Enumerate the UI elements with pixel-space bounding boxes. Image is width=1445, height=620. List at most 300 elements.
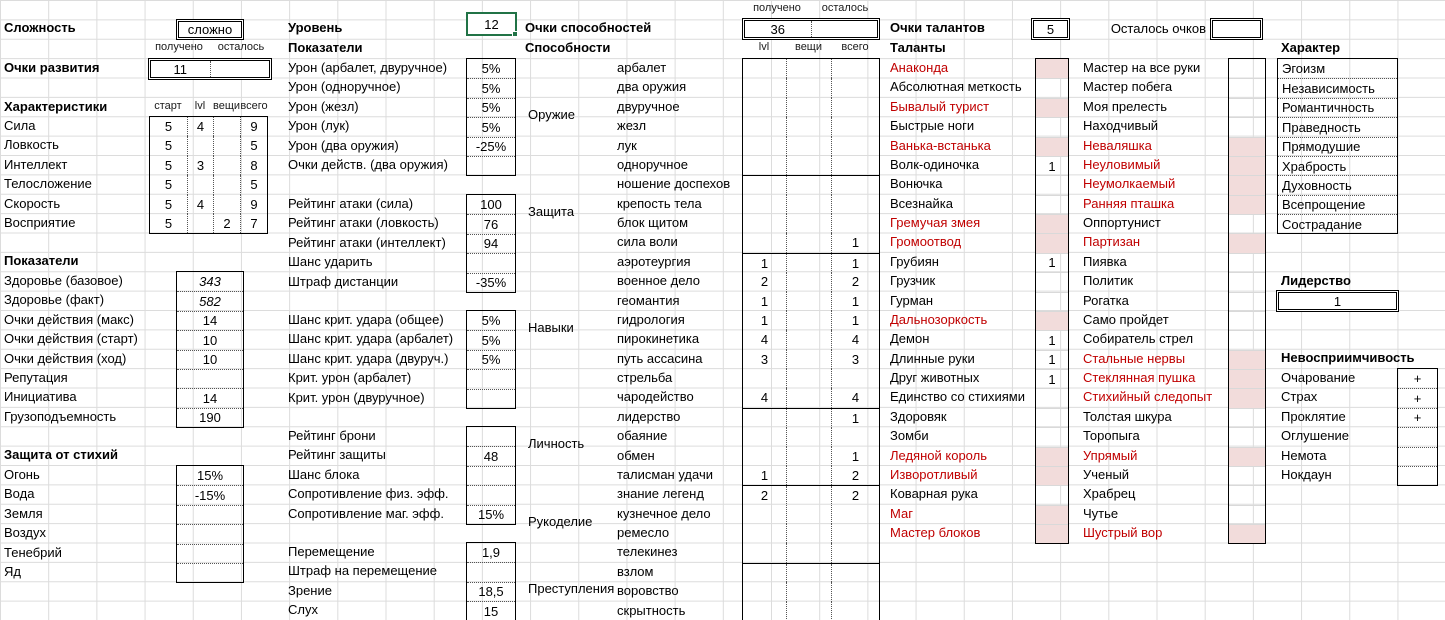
derived-stat-value-cell[interactable]: 5%	[467, 98, 515, 117]
ability-total-cell[interactable]: 1	[831, 292, 879, 311]
ability-total-cell[interactable]	[831, 117, 879, 136]
derived-stat-value-cell[interactable]: 18,5	[467, 582, 515, 601]
talent-value-cell[interactable]	[1036, 233, 1068, 252]
talent-value-cell[interactable]	[1229, 427, 1265, 446]
ability-lvl-cell[interactable]	[743, 176, 786, 194]
stat-value-cell[interactable]	[177, 369, 243, 388]
character-trait-cell[interactable]: Романтичность	[1278, 98, 1397, 117]
ability-items-cell[interactable]	[786, 466, 831, 485]
derived-stat-value-cell[interactable]: 15%	[467, 505, 515, 524]
ability-items-cell[interactable]	[786, 176, 831, 194]
ability-items-cell[interactable]	[786, 564, 831, 582]
ability-items-cell[interactable]	[786, 78, 831, 97]
ability-group-skills: Навыки	[528, 320, 574, 335]
derived-stat-value-cell[interactable]: 15	[467, 601, 515, 620]
attr-total-cell[interactable]: 9	[240, 117, 267, 136]
talent-value-cell[interactable]	[1229, 156, 1265, 175]
element-value-cell[interactable]	[177, 505, 243, 524]
ability-name: военное дело	[617, 273, 700, 289]
talent-name: Гурман	[890, 292, 934, 308]
ability-total-cell[interactable]: 1	[831, 233, 879, 252]
talent-name: Гремучая змея	[890, 215, 981, 230]
talent-name: Ученый	[1083, 466, 1130, 482]
leadership-value-cell[interactable]: 1	[1276, 290, 1399, 312]
ability-lvl-cell[interactable]: 2	[760, 488, 769, 504]
ability-total-cell[interactable]	[831, 582, 879, 601]
ability-total-cell[interactable]	[831, 195, 879, 214]
ability-lvl-cell[interactable]: 1	[760, 293, 769, 309]
ability-total-cell[interactable]: 2	[831, 486, 879, 505]
stat-value-cell[interactable]: 10	[177, 350, 243, 369]
talent-name: Вонючка	[890, 176, 943, 192]
attr-total-cell[interactable]: 5	[240, 136, 267, 155]
talent-value-cell[interactable]	[1036, 214, 1068, 233]
ability-lvl-cell[interactable]	[743, 582, 786, 601]
ability-items-cell[interactable]	[786, 409, 831, 428]
character-trait-cell[interactable]: Сострадание	[1278, 214, 1397, 233]
talent-name: Грубиян	[890, 253, 939, 269]
ability-lvl-cell[interactable]	[743, 602, 786, 620]
stats-labels	[4, 271, 138, 426]
talent-value-cell[interactable]: 1	[1036, 369, 1068, 388]
derived-stat-label: Урон (лук)	[288, 118, 350, 134]
derived-stat-label: Перемещение	[288, 544, 375, 559]
stat-value-cell[interactable]: 190	[177, 408, 243, 427]
ability-lvl-cell[interactable]	[743, 447, 786, 466]
ability-items-cell[interactable]	[786, 137, 831, 156]
element-value-cell[interactable]	[177, 524, 243, 543]
derived-stat-value-cell[interactable]: 5%	[467, 330, 515, 349]
ability-total-cell[interactable]: 1	[831, 311, 879, 330]
character-trait-cell[interactable]: Храбрость	[1278, 156, 1397, 175]
character-trait-cell[interactable]: Прямодушие	[1278, 137, 1397, 156]
ability-items-cell[interactable]	[786, 486, 831, 505]
derived-stat-value-cell[interactable]: 76	[467, 214, 515, 233]
talent-value-cell[interactable]	[1229, 485, 1265, 504]
ability-items-cell[interactable]	[786, 602, 831, 620]
ability-total-cell[interactable]	[831, 369, 879, 388]
stat-value-cell[interactable]: 14	[177, 388, 243, 407]
talent-value-cell[interactable]	[1036, 408, 1068, 427]
attr-lvl-cell[interactable]	[187, 175, 213, 194]
ability-lvl-cell[interactable]	[743, 409, 786, 428]
derived-stat-value-cell[interactable]: 100	[480, 197, 502, 213]
ability-total-cell[interactable]: 4	[831, 330, 879, 349]
attr-items-cell[interactable]	[213, 117, 240, 136]
talent-name: Неумолкаемый	[1083, 176, 1176, 192]
ability-items-cell[interactable]	[786, 350, 831, 369]
ability-lvl-cell[interactable]	[743, 117, 786, 136]
ability-items-cell[interactable]	[786, 330, 831, 349]
talent-value-cell[interactable]	[1229, 466, 1265, 485]
talent-name: Моя прелесть	[1083, 98, 1167, 114]
stat-value-cell[interactable]: 14	[177, 311, 243, 330]
derived-stat-value-cell[interactable]: 1,9	[481, 545, 501, 561]
derived-stat-value-cell[interactable]: 94	[467, 234, 515, 253]
talent-value-cell[interactable]	[1036, 524, 1068, 543]
ability-name: чародейство	[617, 389, 694, 405]
talent-value-cell[interactable]	[1229, 195, 1265, 214]
ability-lvl-cell[interactable]	[743, 369, 786, 388]
ability-total-cell[interactable]	[831, 505, 879, 524]
talent-value-cell[interactable]	[1036, 175, 1068, 194]
ability-name: ремесло	[617, 525, 670, 540]
ability-points-received-cell[interactable]: 36	[745, 21, 812, 37]
derived-stat-value-cell[interactable]: -35%	[467, 273, 515, 292]
talent-points-cell[interactable]: 5	[1031, 18, 1070, 40]
talent-name: Пиявка	[1083, 253, 1127, 269]
ability-total-cell[interactable]	[831, 602, 879, 620]
ability-lvl-cell[interactable]: 1	[760, 312, 769, 328]
derived-stat-value-cell[interactable]	[467, 466, 515, 485]
talent-value-cell[interactable]	[1229, 78, 1265, 97]
talent-points-remaining-cell[interactable]	[1210, 18, 1263, 40]
dev-points-label: Очки развития	[4, 60, 100, 75]
ability-items-cell[interactable]	[786, 543, 831, 562]
attr-total-cell[interactable]: 5	[240, 175, 267, 194]
attribute-row	[150, 156, 267, 175]
talent-value-cell[interactable]	[1229, 330, 1265, 349]
ability-row	[743, 350, 879, 369]
ability-total-cell[interactable]	[831, 524, 879, 543]
ability-total-cell[interactable]: 2	[831, 272, 879, 291]
ability-names	[617, 58, 730, 620]
talent-name: Длинные руки	[890, 350, 975, 366]
ability-name: блок щитом	[617, 215, 689, 230]
element-value-cell[interactable]	[177, 563, 243, 582]
ability-group-crimes: Преступления	[528, 581, 615, 596]
talents-col2-value-box	[1228, 58, 1266, 544]
derived-stat-value-cell[interactable]: 5%	[467, 350, 515, 369]
talent-value-cell[interactable]	[1036, 59, 1068, 78]
talent-name: Всезнайка	[890, 195, 953, 211]
ability-row	[743, 195, 879, 214]
attr-header-lvl: lvl	[194, 100, 206, 112]
ability-total-cell[interactable]	[831, 176, 879, 194]
immunity-value-cell[interactable]	[1398, 427, 1437, 446]
ability-items-cell[interactable]	[786, 369, 831, 388]
talent-value-cell[interactable]	[1036, 292, 1068, 311]
ability-total-cell[interactable]	[831, 59, 879, 78]
talent-value-cell[interactable]: 1	[1036, 330, 1068, 349]
ability-items-cell[interactable]	[786, 156, 831, 175]
elemental-title: Защита от стихий	[4, 447, 118, 462]
element-value-cell[interactable]: 15%	[196, 468, 224, 484]
derived-stat-value-cell[interactable]	[467, 369, 515, 388]
talent-value-cell[interactable]	[1036, 466, 1068, 485]
ability-total-cell[interactable]	[831, 98, 879, 117]
ability-lvl-cell[interactable]	[743, 214, 786, 233]
ability-total-cell[interactable]	[831, 137, 879, 156]
talent-value-cell[interactable]	[1036, 78, 1068, 97]
ability-items-cell[interactable]	[786, 388, 831, 407]
ability-lvl-cell[interactable]	[743, 524, 786, 543]
attr-start-cell[interactable]: 5	[164, 157, 173, 173]
defense-labels	[288, 426, 449, 523]
derived-stat-value-cell[interactable]: 5%	[467, 78, 515, 97]
ability-lvl-cell[interactable]: 3	[760, 351, 769, 367]
talent-value-cell[interactable]	[1036, 447, 1068, 466]
talent-value-cell[interactable]	[1036, 117, 1068, 136]
talent-name: Толстая шкура	[1083, 408, 1172, 424]
talent-value-cell[interactable]: 1	[1036, 156, 1068, 175]
ability-lvl-cell[interactable]	[743, 505, 786, 524]
character-trait-cell[interactable]: Всепрощение	[1278, 195, 1397, 214]
ability-row	[743, 466, 879, 485]
level-label: Уровень	[288, 20, 343, 35]
ability-total-cell[interactable]: 1	[831, 254, 879, 273]
talent-value-cell[interactable]	[1036, 427, 1068, 446]
talent-value-cell[interactable]	[1036, 505, 1068, 524]
ability-lvl-cell[interactable]: 1	[760, 255, 769, 271]
derived-stat-value-cell[interactable]	[467, 562, 515, 581]
ability-total-cell[interactable]: 3	[831, 350, 879, 369]
talent-value-cell[interactable]	[1036, 485, 1068, 504]
talent-value-cell[interactable]	[1229, 137, 1265, 156]
talent-value-cell[interactable]	[1229, 117, 1265, 136]
attr-total-cell[interactable]: 8	[240, 156, 267, 175]
ability-items-cell[interactable]	[786, 272, 831, 291]
ability-lvl-cell[interactable]	[743, 98, 786, 117]
abilities-column-headers	[742, 41, 879, 53]
talent-value-cell[interactable]	[1229, 388, 1265, 407]
stat-value-cell[interactable]: 343	[199, 274, 221, 290]
ability-points-received-header: получено	[753, 2, 801, 14]
derived-stat-value-cell[interactable]	[467, 389, 515, 408]
stat-label: Здоровье (факт)	[4, 292, 105, 308]
ability-lvl-cell[interactable]	[743, 233, 786, 252]
attribute-row	[150, 136, 267, 155]
ability-row	[743, 427, 879, 446]
stats-title: Показатели	[4, 253, 79, 268]
ability-items-cell[interactable]	[786, 214, 831, 233]
stat-value-cell[interactable]: 10	[177, 330, 243, 349]
derived-stat-value-cell[interactable]	[467, 427, 515, 446]
ability-lvl-cell[interactable]: 4	[760, 390, 769, 406]
ability-total-cell[interactable]	[831, 78, 879, 97]
talent-value-cell[interactable]: 1	[1036, 253, 1068, 272]
talent-value-cell[interactable]	[1036, 98, 1068, 117]
ability-row	[743, 78, 879, 97]
ability-total-cell[interactable]	[831, 543, 879, 562]
derived-stat-value-cell[interactable]: -25%	[467, 137, 515, 156]
ability-row	[743, 214, 879, 233]
talent-value-cell[interactable]	[1229, 524, 1265, 543]
ability-header-total: всего	[841, 41, 869, 53]
attr-start-cell[interactable]: 5	[164, 119, 173, 134]
ability-header-items: вещи	[794, 41, 823, 53]
ability-lvl-cell[interactable]: 1	[760, 467, 769, 483]
talent-value-cell[interactable]	[1229, 447, 1265, 466]
talent-value-cell[interactable]	[1229, 369, 1265, 388]
derived-stat-label: Рейтинг защиты	[288, 447, 386, 463]
attr-total-cell[interactable]: 9	[240, 195, 267, 214]
attr-lvl-cell[interactable]	[187, 136, 213, 155]
stat-label: Репутация	[4, 369, 68, 385]
talent-value-cell[interactable]	[1036, 137, 1068, 156]
attr-lvl-cell[interactable]	[187, 214, 213, 233]
attr-start-cell[interactable]: 5	[164, 177, 173, 193]
derived-stat-value-cell[interactable]: 5%	[481, 313, 501, 329]
attr-lvl-cell[interactable]: 4	[187, 117, 213, 136]
ability-name: ношение доспехов	[617, 176, 731, 192]
talent-value-cell[interactable]	[1229, 272, 1265, 291]
ability-items-cell[interactable]	[786, 98, 831, 117]
ability-items-cell[interactable]	[786, 233, 831, 252]
immunity-value-cell[interactable]: +	[1413, 371, 1422, 387]
ability-name: гидрология	[617, 311, 685, 327]
ability-name: скрытность	[617, 602, 686, 618]
attr-items-cell[interactable]	[213, 195, 240, 214]
ability-items-cell[interactable]	[786, 582, 831, 601]
ability-items-cell[interactable]	[786, 311, 831, 330]
crit-labels	[288, 310, 453, 407]
derived-stat-value-cell[interactable]	[467, 156, 515, 175]
ability-items-cell[interactable]	[786, 254, 831, 273]
attr-start-cell[interactable]: 5	[164, 215, 173, 231]
ability-total-cell[interactable]	[831, 156, 879, 175]
ability-lvl-cell[interactable]	[743, 195, 786, 214]
element-value-cell[interactable]	[177, 544, 243, 563]
attr-lvl-cell[interactable]: 3	[187, 156, 213, 175]
talent-value-cell[interactable]	[1229, 59, 1265, 78]
dev-points-remaining-cell[interactable]	[211, 61, 270, 77]
attribute-label: Интеллект	[4, 156, 68, 172]
ability-total-cell[interactable]: 2	[831, 466, 879, 485]
derived-stat-label: Крит. урон (арбалет)	[288, 370, 412, 386]
ability-items-cell[interactable]	[786, 524, 831, 543]
attr-items-cell[interactable]	[213, 136, 240, 155]
attr-items-cell[interactable]: 2	[213, 214, 240, 233]
level-selected-cell[interactable]	[466, 12, 517, 36]
ability-lvl-cell[interactable]	[743, 78, 786, 97]
immunity-label: Немота	[1281, 447, 1327, 463]
damage-value-box	[466, 58, 516, 176]
talent-value-cell[interactable]	[1229, 253, 1265, 272]
ability-row	[743, 369, 879, 388]
ability-items-cell[interactable]	[786, 59, 831, 78]
talent-value-cell[interactable]	[1229, 350, 1265, 369]
ability-lvl-cell[interactable]	[743, 59, 786, 78]
derived-stat-value-cell[interactable]: 5%	[467, 117, 515, 136]
ability-lvl-cell[interactable]	[743, 137, 786, 156]
ability-items-cell[interactable]	[786, 427, 831, 446]
talent-value-cell[interactable]	[1229, 505, 1265, 524]
ability-row	[743, 311, 879, 330]
defense-value-box	[466, 426, 516, 525]
difficulty-label: Сложность	[4, 20, 76, 35]
ability-total-cell[interactable]	[831, 427, 879, 446]
derived-stat-label: Шанс блока	[288, 466, 360, 482]
immunity-label: Нокдаун	[1281, 466, 1332, 482]
talent-value-cell[interactable]	[1229, 292, 1265, 311]
ability-points-remaining-cell[interactable]	[812, 21, 878, 37]
stat-value-cell[interactable]: 582	[177, 291, 243, 310]
character-trait-cell[interactable]: Независимость	[1278, 78, 1397, 97]
talent-value-cell[interactable]	[1036, 195, 1068, 214]
ability-total-cell[interactable]	[831, 564, 879, 582]
attr-start-cell[interactable]: 5	[164, 138, 173, 154]
ability-lvl-cell[interactable]: 2	[760, 274, 769, 290]
attr-items-cell[interactable]	[213, 175, 240, 194]
character-trait-cell[interactable]: Эгоизм	[1282, 61, 1326, 77]
attribute-label: Ловкость	[4, 137, 59, 153]
talent-value-cell[interactable]	[1036, 388, 1068, 407]
talent-value-cell[interactable]: 1	[1036, 350, 1068, 369]
talent-value-cell[interactable]	[1229, 214, 1265, 233]
talent-value-cell[interactable]	[1229, 175, 1265, 194]
ability-items-cell[interactable]	[786, 117, 831, 136]
difficulty-value-cell[interactable]: сложно	[176, 19, 244, 40]
ability-lvl-cell[interactable]	[743, 156, 786, 175]
ability-lvl-cell[interactable]: 4	[760, 332, 769, 348]
derived-stat-value-cell[interactable]	[467, 485, 515, 504]
talent-value-cell[interactable]	[1229, 408, 1265, 427]
movement-value-box	[466, 542, 516, 620]
ability-lvl-cell[interactable]	[743, 543, 786, 562]
derived-stat-value-cell[interactable]	[467, 253, 515, 272]
ability-total-cell[interactable]: 4	[831, 388, 879, 407]
fill-handle[interactable]	[512, 31, 518, 37]
ability-points-remaining-header: осталось	[821, 2, 869, 14]
ability-total-cell[interactable]: 1	[831, 409, 879, 428]
immunity-value-cell[interactable]	[1398, 447, 1437, 466]
derived-stats-title: Показатели	[288, 40, 363, 55]
ability-items-cell[interactable]	[786, 505, 831, 524]
stat-label: Очки действия (старт)	[4, 331, 138, 347]
ability-row	[743, 447, 879, 466]
immunity-value-cell[interactable]: +	[1398, 388, 1437, 407]
ability-row	[743, 98, 879, 117]
ability-items-cell[interactable]	[786, 292, 831, 311]
element-value-cell[interactable]: -15%	[177, 485, 243, 504]
ability-lvl-cell[interactable]	[743, 427, 786, 446]
talent-name: Бывалый турист	[890, 98, 990, 114]
attr-total-cell[interactable]: 7	[240, 214, 267, 233]
dev-points-received-cell[interactable]: 11	[151, 61, 211, 77]
immunity-value-cell[interactable]	[1398, 466, 1437, 485]
elemental-value-box	[176, 465, 244, 583]
talent-name: Стеклянная пушка	[1083, 370, 1196, 385]
derived-stat-label: Рейтинг брони	[288, 428, 376, 443]
damage-labels	[288, 58, 448, 174]
talent-value-cell[interactable]	[1036, 272, 1068, 291]
attr-lvl-cell[interactable]: 4	[187, 195, 213, 214]
talent-value-cell[interactable]	[1229, 311, 1265, 330]
talent-name: Стальные нервы	[1083, 350, 1186, 366]
ability-items-cell[interactable]	[786, 195, 831, 214]
derived-stat-value-cell[interactable]: 48	[467, 446, 515, 465]
attr-start-cell[interactable]: 5	[164, 196, 173, 212]
immunity-label: Проклятие	[1281, 408, 1346, 424]
talent-value-cell[interactable]	[1036, 311, 1068, 330]
element-label: Огонь	[4, 467, 40, 482]
immunity-value-cell[interactable]: +	[1398, 408, 1437, 427]
character-trait-cell[interactable]: Праведность	[1278, 117, 1397, 136]
ability-lvl-cell[interactable]	[743, 564, 786, 582]
ability-total-cell[interactable]: 1	[831, 447, 879, 466]
attr-items-cell[interactable]	[213, 156, 240, 175]
ability-total-cell[interactable]	[831, 214, 879, 233]
talent-value-cell[interactable]	[1229, 98, 1265, 117]
ability-items-cell[interactable]	[786, 447, 831, 466]
character-trait-cell[interactable]: Духовность	[1278, 175, 1397, 194]
talent-value-cell[interactable]	[1229, 233, 1265, 252]
derived-stat-label: Крит. урон (двуручное)	[288, 389, 425, 405]
ability-points-box	[742, 18, 880, 40]
derived-stat-value-cell[interactable]: 5%	[481, 61, 501, 77]
derived-stat-label: Штраф дистанции	[288, 273, 399, 289]
